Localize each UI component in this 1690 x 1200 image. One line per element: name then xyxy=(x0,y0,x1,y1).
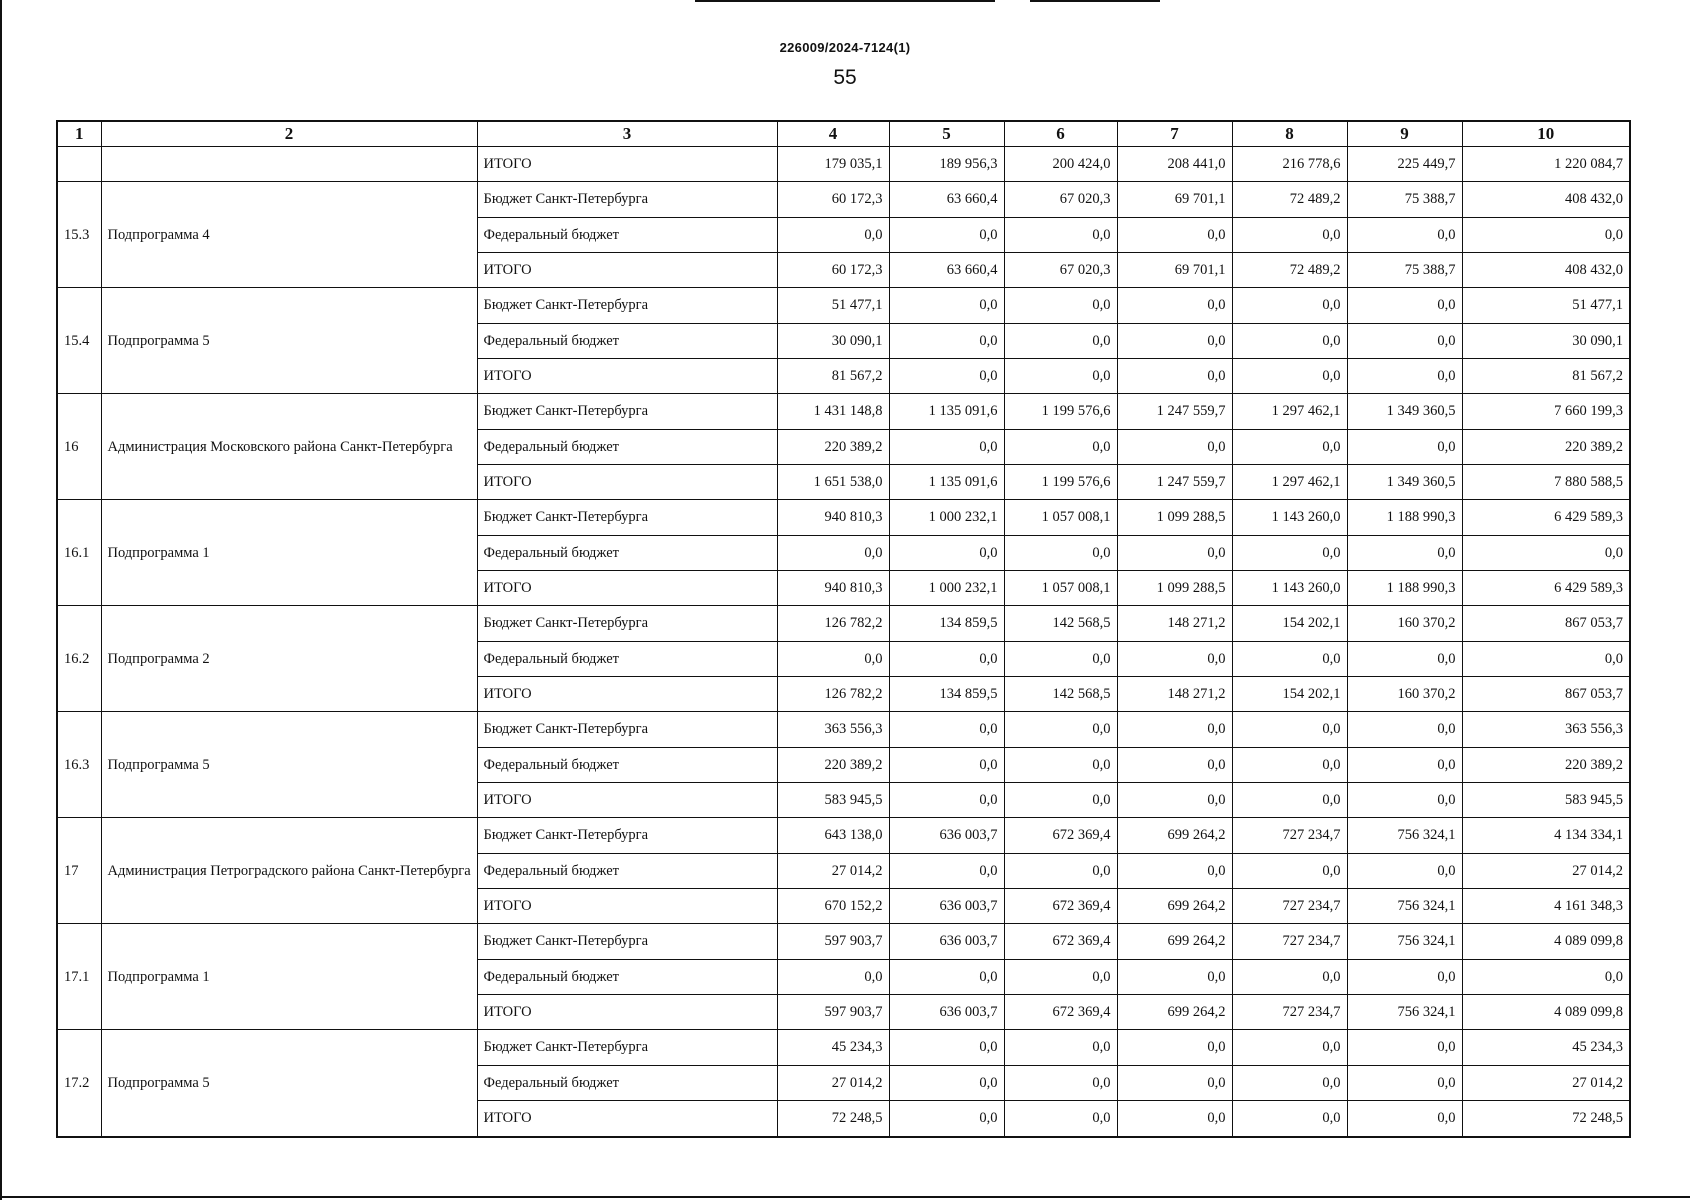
column-header-3: 3 xyxy=(477,121,777,147)
value-cell: 0,0 xyxy=(1117,782,1232,817)
value-cell: 220 389,2 xyxy=(1462,429,1630,464)
value-cell: 0,0 xyxy=(777,535,889,570)
value-cell: 179 035,1 xyxy=(777,147,889,182)
row-code-cell: 17.1 xyxy=(57,924,101,1030)
value-cell: 1 199 576,6 xyxy=(1004,394,1117,429)
value-cell: 63 660,4 xyxy=(889,182,1004,217)
value-cell: 1 143 260,0 xyxy=(1232,500,1347,535)
value-cell: 0,0 xyxy=(1347,712,1462,747)
column-header-8: 8 xyxy=(1232,121,1347,147)
value-cell: 75 388,7 xyxy=(1347,182,1462,217)
scan-artifact-left-edge xyxy=(0,0,2,1200)
value-cell: 636 003,7 xyxy=(889,818,1004,853)
column-header-5: 5 xyxy=(889,121,1004,147)
value-cell: 0,0 xyxy=(1232,853,1347,888)
value-cell: 200 424,0 xyxy=(1004,147,1117,182)
value-cell: 72 248,5 xyxy=(777,1100,889,1137)
value-cell: 0,0 xyxy=(889,712,1004,747)
table-row xyxy=(57,288,1630,323)
value-cell: 1 099 288,5 xyxy=(1117,500,1232,535)
value-cell: 0,0 xyxy=(1117,1100,1232,1137)
value-cell: 63 660,4 xyxy=(889,252,1004,287)
value-cell: 72 248,5 xyxy=(1462,1100,1630,1137)
value-cell: 0,0 xyxy=(1232,429,1347,464)
value-cell: 6 429 589,3 xyxy=(1462,570,1630,605)
value-cell: 0,0 xyxy=(1117,288,1232,323)
value-cell: 7 880 588,5 xyxy=(1462,464,1630,499)
funding-source-cell: Федеральный бюджет xyxy=(477,217,777,252)
value-cell: 0,0 xyxy=(889,1030,1004,1065)
value-cell: 0,0 xyxy=(1004,217,1117,252)
value-cell: 160 370,2 xyxy=(1347,606,1462,641)
value-cell: 0,0 xyxy=(1117,1030,1232,1065)
value-cell: 0,0 xyxy=(889,641,1004,676)
row-code-cell: 16.2 xyxy=(57,606,101,712)
value-cell: 1 297 462,1 xyxy=(1232,394,1347,429)
value-cell: 0,0 xyxy=(1347,323,1462,358)
value-cell: 1 099 288,5 xyxy=(1117,570,1232,605)
value-cell: 4 134 334,1 xyxy=(1462,818,1630,853)
funding-source-cell: ИТОГО xyxy=(477,252,777,287)
value-cell: 0,0 xyxy=(1232,641,1347,676)
funding-source-cell: ИТОГО xyxy=(477,464,777,499)
value-cell: 636 003,7 xyxy=(889,994,1004,1029)
table-row xyxy=(57,606,1630,641)
value-cell: 0,0 xyxy=(777,641,889,676)
row-code-cell: 15.3 xyxy=(57,182,101,288)
value-cell: 408 432,0 xyxy=(1462,252,1630,287)
value-cell: 0,0 xyxy=(1347,217,1462,252)
funding-source-cell: ИТОГО xyxy=(477,888,777,923)
funding-source-cell: Федеральный бюджет xyxy=(477,429,777,464)
scan-artifact-bottom-line xyxy=(0,1196,1690,1198)
funding-source-cell: Бюджет Санкт-Петербурга xyxy=(477,288,777,323)
funding-source-cell: Бюджет Санкт-Петербурга xyxy=(477,182,777,217)
value-cell: 0,0 xyxy=(1117,959,1232,994)
row-code-cell: 16 xyxy=(57,394,101,500)
value-cell: 0,0 xyxy=(1232,1100,1347,1137)
value-cell: 0,0 xyxy=(1462,217,1630,252)
value-cell: 0,0 xyxy=(889,1100,1004,1137)
value-cell: 672 369,4 xyxy=(1004,818,1117,853)
row-code-cell: 17 xyxy=(57,818,101,924)
value-cell: 0,0 xyxy=(1232,959,1347,994)
row-name-cell: Подпрограмма 2 xyxy=(101,606,477,712)
funding-source-cell: ИТОГО xyxy=(477,570,777,605)
value-cell: 0,0 xyxy=(1117,535,1232,570)
value-cell: 0,0 xyxy=(1004,535,1117,570)
value-cell: 0,0 xyxy=(1117,323,1232,358)
scan-artifact-top-line-1 xyxy=(695,0,995,2)
value-cell: 134 859,5 xyxy=(889,676,1004,711)
value-cell: 0,0 xyxy=(1347,641,1462,676)
value-cell: 1 297 462,1 xyxy=(1232,464,1347,499)
value-cell: 699 264,2 xyxy=(1117,818,1232,853)
funding-source-cell: Федеральный бюджет xyxy=(477,535,777,570)
table-header xyxy=(57,121,1630,147)
value-cell: 0,0 xyxy=(1232,1065,1347,1100)
funding-source-cell: Федеральный бюджет xyxy=(477,323,777,358)
value-cell: 756 324,1 xyxy=(1347,924,1462,959)
value-cell: 699 264,2 xyxy=(1117,888,1232,923)
row-name-cell xyxy=(101,147,477,182)
value-cell: 643 138,0 xyxy=(777,818,889,853)
value-cell: 27 014,2 xyxy=(777,853,889,888)
value-cell: 0,0 xyxy=(777,959,889,994)
value-cell: 0,0 xyxy=(1232,782,1347,817)
value-cell: 0,0 xyxy=(1004,429,1117,464)
value-cell: 134 859,5 xyxy=(889,606,1004,641)
value-cell: 0,0 xyxy=(1004,323,1117,358)
value-cell: 220 389,2 xyxy=(777,747,889,782)
value-cell: 0,0 xyxy=(1117,429,1232,464)
value-cell: 60 172,3 xyxy=(777,252,889,287)
value-cell: 69 701,1 xyxy=(1117,252,1232,287)
funding-source-cell: Бюджет Санкт-Петербурга xyxy=(477,818,777,853)
value-cell: 0,0 xyxy=(1004,712,1117,747)
value-cell: 154 202,1 xyxy=(1232,676,1347,711)
value-cell: 142 568,5 xyxy=(1004,676,1117,711)
value-cell: 0,0 xyxy=(1117,712,1232,747)
value-cell: 1 247 559,7 xyxy=(1117,464,1232,499)
value-cell: 0,0 xyxy=(1117,641,1232,676)
value-cell: 597 903,7 xyxy=(777,924,889,959)
value-cell: 6 429 589,3 xyxy=(1462,500,1630,535)
value-cell: 0,0 xyxy=(1004,747,1117,782)
value-cell: 1 349 360,5 xyxy=(1347,464,1462,499)
value-cell: 672 369,4 xyxy=(1004,994,1117,1029)
value-cell: 0,0 xyxy=(1232,217,1347,252)
funding-source-cell: ИТОГО xyxy=(477,676,777,711)
page-number: 55 xyxy=(833,66,857,89)
value-cell: 1 220 084,7 xyxy=(1462,147,1630,182)
value-cell: 148 271,2 xyxy=(1117,676,1232,711)
value-cell: 75 388,7 xyxy=(1347,252,1462,287)
value-cell: 1 188 990,3 xyxy=(1347,500,1462,535)
value-cell: 154 202,1 xyxy=(1232,606,1347,641)
value-cell: 583 945,5 xyxy=(777,782,889,817)
value-cell: 1 349 360,5 xyxy=(1347,394,1462,429)
value-cell: 408 432,0 xyxy=(1462,182,1630,217)
value-cell: 4 161 348,3 xyxy=(1462,888,1630,923)
value-cell: 756 324,1 xyxy=(1347,994,1462,1029)
value-cell: 1 651 538,0 xyxy=(777,464,889,499)
value-cell: 0,0 xyxy=(1004,1030,1117,1065)
value-cell: 0,0 xyxy=(1004,641,1117,676)
value-cell: 0,0 xyxy=(1347,288,1462,323)
row-name-cell: Администрация Петроградского района Санкт-Петербурга xyxy=(101,818,477,924)
value-cell: 0,0 xyxy=(889,358,1004,393)
value-cell: 0,0 xyxy=(889,1065,1004,1100)
value-cell: 1 135 091,6 xyxy=(889,464,1004,499)
funding-source-cell: Бюджет Санкт-Петербурга xyxy=(477,924,777,959)
value-cell: 1 000 232,1 xyxy=(889,570,1004,605)
value-cell: 0,0 xyxy=(1232,535,1347,570)
budget-table xyxy=(56,120,1631,1138)
value-cell: 51 477,1 xyxy=(777,288,889,323)
table-header-row xyxy=(57,121,1630,147)
value-cell: 0,0 xyxy=(1004,959,1117,994)
value-cell: 940 810,3 xyxy=(777,500,889,535)
document-number: 226009/2024-7124(1) xyxy=(779,40,911,55)
value-cell: 672 369,4 xyxy=(1004,924,1117,959)
funding-source-cell: Федеральный бюджет xyxy=(477,853,777,888)
value-cell: 727 234,7 xyxy=(1232,994,1347,1029)
column-header-4: 4 xyxy=(777,121,889,147)
value-cell: 67 020,3 xyxy=(1004,182,1117,217)
column-header-7: 7 xyxy=(1117,121,1232,147)
value-cell: 1 135 091,6 xyxy=(889,394,1004,429)
value-cell: 0,0 xyxy=(889,535,1004,570)
funding-source-cell: Федеральный бюджет xyxy=(477,641,777,676)
value-cell: 672 369,4 xyxy=(1004,888,1117,923)
value-cell: 636 003,7 xyxy=(889,888,1004,923)
value-cell: 670 152,2 xyxy=(777,888,889,923)
value-cell: 81 567,2 xyxy=(777,358,889,393)
value-cell: 7 660 199,3 xyxy=(1462,394,1630,429)
value-cell: 0,0 xyxy=(1347,747,1462,782)
funding-source-cell: ИТОГО xyxy=(477,994,777,1029)
value-cell: 51 477,1 xyxy=(1462,288,1630,323)
value-cell: 72 489,2 xyxy=(1232,252,1347,287)
value-cell: 0,0 xyxy=(889,747,1004,782)
value-cell: 0,0 xyxy=(1117,747,1232,782)
row-code-cell: 15.4 xyxy=(57,288,101,394)
row-code-cell xyxy=(57,147,101,182)
value-cell: 0,0 xyxy=(1462,959,1630,994)
value-cell: 597 903,7 xyxy=(777,994,889,1029)
value-cell: 0,0 xyxy=(1232,358,1347,393)
scan-artifact-top-line-2 xyxy=(1030,0,1160,2)
value-cell: 727 234,7 xyxy=(1232,924,1347,959)
value-cell: 0,0 xyxy=(1004,1065,1117,1100)
value-cell: 0,0 xyxy=(1117,1065,1232,1100)
value-cell: 1 143 260,0 xyxy=(1232,570,1347,605)
funding-source-cell: Федеральный бюджет xyxy=(477,959,777,994)
value-cell: 60 172,3 xyxy=(777,182,889,217)
value-cell: 636 003,7 xyxy=(889,924,1004,959)
value-cell: 4 089 099,8 xyxy=(1462,994,1630,1029)
value-cell: 69 701,1 xyxy=(1117,182,1232,217)
funding-source-cell: ИТОГО xyxy=(477,782,777,817)
table-row xyxy=(57,1030,1630,1065)
value-cell: 30 090,1 xyxy=(777,323,889,358)
funding-source-cell: Федеральный бюджет xyxy=(477,1065,777,1100)
value-cell: 1 188 990,3 xyxy=(1347,570,1462,605)
value-cell: 0,0 xyxy=(1117,853,1232,888)
value-cell: 699 264,2 xyxy=(1117,924,1232,959)
table-row xyxy=(57,394,1630,429)
value-cell: 0,0 xyxy=(1004,782,1117,817)
value-cell: 756 324,1 xyxy=(1347,818,1462,853)
value-cell: 27 014,2 xyxy=(1462,1065,1630,1100)
value-cell: 583 945,5 xyxy=(1462,782,1630,817)
funding-source-cell: Бюджет Санкт-Петербурга xyxy=(477,394,777,429)
funding-source-cell: ИТОГО xyxy=(477,1100,777,1137)
value-cell: 0,0 xyxy=(1462,535,1630,570)
column-header-1: 1 xyxy=(57,121,101,147)
value-cell: 0,0 xyxy=(889,217,1004,252)
value-cell: 0,0 xyxy=(889,853,1004,888)
value-cell: 0,0 xyxy=(889,323,1004,358)
row-name-cell: Подпрограмма 1 xyxy=(101,924,477,1030)
value-cell: 0,0 xyxy=(1347,1065,1462,1100)
value-cell: 940 810,3 xyxy=(777,570,889,605)
row-name-cell: Подпрограмма 5 xyxy=(101,288,477,394)
row-name-cell: Подпрограмма 5 xyxy=(101,1030,477,1137)
value-cell: 0,0 xyxy=(1347,1030,1462,1065)
value-cell: 67 020,3 xyxy=(1004,252,1117,287)
funding-source-cell: ИТОГО xyxy=(477,358,777,393)
value-cell: 4 089 099,8 xyxy=(1462,924,1630,959)
value-cell: 1 057 008,1 xyxy=(1004,570,1117,605)
value-cell: 0,0 xyxy=(1004,288,1117,323)
value-cell: 867 053,7 xyxy=(1462,676,1630,711)
value-cell: 0,0 xyxy=(1347,429,1462,464)
value-cell: 0,0 xyxy=(1347,1100,1462,1137)
value-cell: 0,0 xyxy=(1004,853,1117,888)
value-cell: 27 014,2 xyxy=(777,1065,889,1100)
value-cell: 0,0 xyxy=(1232,323,1347,358)
value-cell: 0,0 xyxy=(1232,288,1347,323)
value-cell: 699 264,2 xyxy=(1117,994,1232,1029)
table-row xyxy=(57,500,1630,535)
column-header-6: 6 xyxy=(1004,121,1117,147)
row-code-cell: 16.1 xyxy=(57,500,101,606)
row-code-cell: 17.2 xyxy=(57,1030,101,1137)
value-cell: 1 000 232,1 xyxy=(889,500,1004,535)
table-body xyxy=(57,147,1630,1138)
value-cell: 0,0 xyxy=(777,217,889,252)
value-cell: 0,0 xyxy=(1117,217,1232,252)
row-name-cell: Подпрограмма 4 xyxy=(101,182,477,288)
value-cell: 0,0 xyxy=(1117,358,1232,393)
value-cell: 0,0 xyxy=(1347,959,1462,994)
table-row xyxy=(57,182,1630,217)
table-row xyxy=(57,147,1630,182)
value-cell: 220 389,2 xyxy=(777,429,889,464)
value-cell: 148 271,2 xyxy=(1117,606,1232,641)
row-name-cell: Администрация Московского района Санкт-Петербурга xyxy=(101,394,477,500)
table-row xyxy=(57,924,1630,959)
value-cell: 126 782,2 xyxy=(777,676,889,711)
value-cell: 0,0 xyxy=(889,429,1004,464)
table-row xyxy=(57,818,1630,853)
value-cell: 0,0 xyxy=(1232,1030,1347,1065)
funding-source-cell: Бюджет Санкт-Петербурга xyxy=(477,1030,777,1065)
value-cell: 1 199 576,6 xyxy=(1004,464,1117,499)
value-cell: 0,0 xyxy=(1004,1100,1117,1137)
value-cell: 72 489,2 xyxy=(1232,182,1347,217)
value-cell: 867 053,7 xyxy=(1462,606,1630,641)
column-header-2: 2 xyxy=(101,121,477,147)
value-cell: 45 234,3 xyxy=(777,1030,889,1065)
value-cell: 363 556,3 xyxy=(777,712,889,747)
funding-source-cell: Федеральный бюджет xyxy=(477,747,777,782)
row-name-cell: Подпрограмма 1 xyxy=(101,500,477,606)
value-cell: 363 556,3 xyxy=(1462,712,1630,747)
value-cell: 1 431 148,8 xyxy=(777,394,889,429)
value-cell: 0,0 xyxy=(1232,712,1347,747)
table-row xyxy=(57,712,1630,747)
value-cell: 225 449,7 xyxy=(1347,147,1462,182)
value-cell: 727 234,7 xyxy=(1232,888,1347,923)
value-cell: 1 057 008,1 xyxy=(1004,500,1117,535)
value-cell: 0,0 xyxy=(889,959,1004,994)
value-cell: 0,0 xyxy=(1347,853,1462,888)
row-code-cell: 16.3 xyxy=(57,712,101,818)
column-header-9: 9 xyxy=(1347,121,1462,147)
value-cell: 220 389,2 xyxy=(1462,747,1630,782)
row-name-cell: Подпрограмма 5 xyxy=(101,712,477,818)
value-cell: 81 567,2 xyxy=(1462,358,1630,393)
value-cell: 0,0 xyxy=(1347,782,1462,817)
value-cell: 0,0 xyxy=(1347,358,1462,393)
funding-source-cell: Бюджет Санкт-Петербурга xyxy=(477,500,777,535)
funding-source-cell: Бюджет Санкт-Петербурга xyxy=(477,712,777,747)
value-cell: 160 370,2 xyxy=(1347,676,1462,711)
column-header-10: 10 xyxy=(1462,121,1630,147)
value-cell: 0,0 xyxy=(889,782,1004,817)
value-cell: 0,0 xyxy=(889,288,1004,323)
funding-source-cell: Бюджет Санкт-Петербурга xyxy=(477,606,777,641)
value-cell: 756 324,1 xyxy=(1347,888,1462,923)
value-cell: 727 234,7 xyxy=(1232,818,1347,853)
value-cell: 1 247 559,7 xyxy=(1117,394,1232,429)
value-cell: 45 234,3 xyxy=(1462,1030,1630,1065)
value-cell: 0,0 xyxy=(1347,535,1462,570)
funding-source-cell: ИТОГО xyxy=(477,147,777,182)
value-cell: 0,0 xyxy=(1232,747,1347,782)
value-cell: 126 782,2 xyxy=(777,606,889,641)
value-cell: 30 090,1 xyxy=(1462,323,1630,358)
value-cell: 0,0 xyxy=(1462,641,1630,676)
value-cell: 208 441,0 xyxy=(1117,147,1232,182)
value-cell: 0,0 xyxy=(1004,358,1117,393)
value-cell: 189 956,3 xyxy=(889,147,1004,182)
value-cell: 216 778,6 xyxy=(1232,147,1347,182)
value-cell: 142 568,5 xyxy=(1004,606,1117,641)
value-cell: 27 014,2 xyxy=(1462,853,1630,888)
